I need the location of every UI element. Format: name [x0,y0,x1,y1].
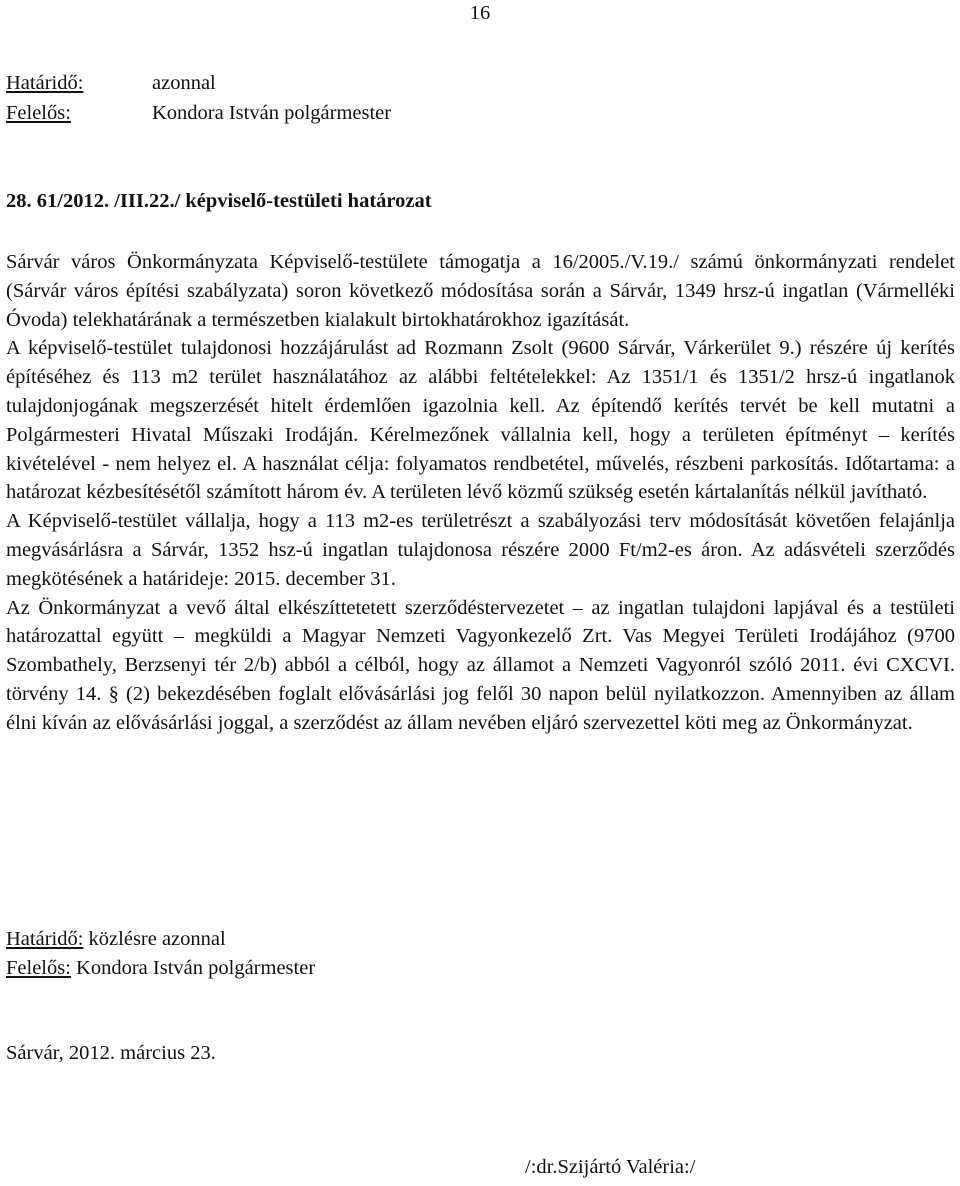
resolution-body [6,248,955,738]
paragraph-sale-offer: A Képviselő-testület vállalja, hogy a 113 m2-es területrészt a szabályozási terv módosítását követően felajánlja megvásárlásra a Sárvár, 1352 hsz-ú ingatlan tulajdonosa részére 2000 Ft/m2-es áron. Az adásvételi szerződés megkötésének a határideje: 2015. december 31. [6,510,955,590]
place-date: Sárvár, 2012. március 23. [6,1042,216,1064]
page-number: 16 [469,2,491,24]
bottom-responsible-label: Felelős: [6,957,71,979]
responsible-label: Felelős: [6,102,71,124]
responsible-value: Kondora István polgármester [152,102,392,124]
paragraph-fence-permit: A képviselő-testület tulajdonosi hozzájárulást ad Rozmann Zsolt (9600 Sárvár, Várkerület 9.) részére új kerítés építéséhez és 113 m2 terület használatához az alábbi feltételekkel: Az 1351/1 és 1351/2 hrsz-ú ingatlanok tulajdonjogának megszerzését hitelt érdemlően igazolnia kell. Az építendő kerítés tervét be kell mutatni a Polgármesteri Hivatal Műszaki Irodáján. Kérelmezőnek vállalnia kell, hogy a területen építményt – kerítés kivételével - nem helyez el. A használat célja: folyamatos rendbetétel, művelés, részbeni parkosítás. Időtartama: a határozat kézbesítésétől számított három év. A területen lévő közmű szükség esetén kártalanítás nélkül javítható. [6,337,955,504]
resolution-title: 28. 61/2012. /III.22./ képviselő-testületi határozat [6,190,432,212]
bottom-deadline-row [6,928,226,951]
signature: /:dr.Szijártó Valéria:/ [525,1156,696,1178]
bottom-deadline-label: Határidő: [6,928,84,950]
deadline-value: azonnal [152,72,216,94]
bottom-responsible-value: Kondora István polgármester [76,957,316,979]
paragraph-preemption: Az Önkormányzat a vevő által elkészíttetetett szerződéstervezetet – az ingatlan tulajdoni lapjával és a testületi határozattal együtt – megküldi a Magyar Nemzeti Vagyonkezelő Zrt. Vas Megyei Területi Irodájához (9700 Szombathely, Berzsenyi tér 2/b) abból a célból, hogy az államot a Nemzeti Vagyonról szóló 2011. évi CXCVI. törvény 14. § (2) bekezdésében foglalt elővásárlási jog felől 30 napon belül nyilatkozzon. Amennyiben az állam élni kíván az elővásárlási joggal, a szerződést az állam nevében eljáró szervezettel köti meg az Önkormányzat. [6,596,955,734]
bottom-responsible-row [6,957,315,980]
paragraph-zoning: Sárvár város Önkormányzata Képviselő-testülete támogatja a 16/2005./V.19./ számú önkormányzati rendelet (Sárvár város építési szabályzata) soron következő módosítása során a Sárvár, 1349 hrsz-ú ingatlan (Vármelléki Óvoda) telekhatárának a természetben kialakult birtokhatárokhoz igazítását. [6,251,955,331]
bottom-deadline-value: közlésre azonnal [88,928,226,950]
deadline-label: Határidő: [6,72,84,94]
deadline-row [6,72,216,95]
responsible-row [6,102,391,125]
